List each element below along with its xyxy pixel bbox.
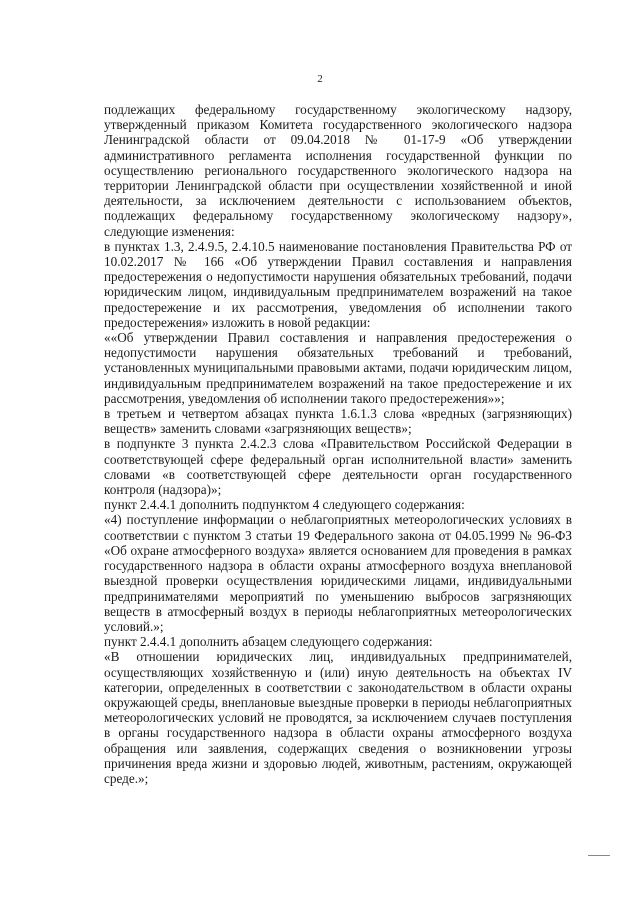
paragraph-2: в пунктах 1.3, 2.4.9.5, 2.4.10.5 наименование постановления Правительства РФ от 10.02.2017 № 166 «Об утверждении Правил составления и направления предостережения о недопустимости нарушения обязательных требований, подачи юридическим лицом, индивидуальным предпринимателем возражений на такое предостережение и их рассмотрения, уведомления об исполнении такого предостережения» изложить в новой редакции: [104,238,572,330]
paragraph-9: «В отношении юридических лиц, индивидуальных предпринимателей, осуществляющих хозяйственную и (или) иную деятельность на объектах IV категории, определенных в соответствии с законодательством в области охраны окружающей среды, внеплановые выездные проверки в периоды неблагоприятных метеорологических условий не проводятся, за исключением случаев поступления в органы государственного надзора в области охраны атмосферного воздуха обращения или заявления, содержащих сведения о возникновении угрозы причинения вреда жизни и здоровью людей, животным, растениям, окружающей среде.»; [104,649,572,786]
page-number: 2 [317,73,323,85]
paragraph-3: ««Об утверждении Правил составления и направления предостережения о недопустимости нарушения обязательных требований и требований, установленных муниципальными правовыми актами, подачи юридическим лицом, индивидуальным предпринимателем возражений на такое предостережение и их рассмотрения, уведомления об исполнении такого предостережения»»; [104,330,572,406]
paragraph-5: в подпункте 3 пункта 2.4.2.3 слова «Правительством Российской Федерации в соответствующей сфере федеральный орган исполнительной власти» заменить словами «в соответствующей сфере деятельности орган государственного контроля (надзора)»; [104,436,572,498]
footer-mark [588,855,610,856]
paragraph-1: подлежащих федеральному государственному экологическому надзору, утвержденный приказом Комитета государственного экологического надзора Ленинградской области от 09.04.2018 № 01-17-9 «Об утверждении административного регламента исполнения государственной функции по осуществлению регионального государственного экологического надзора на территории Ленинградской области при осуществлении хозяйственной и иной деятельности, за исключением деятельности с использованием объектов, подлежащих федеральному государственному экологическому надзору», следующие изменения: [104,102,572,239]
document-body [104,102,572,786]
paragraph-7: «4) поступление информации о неблагоприятных метеорологических условиях в соответствии с пунктом 3 статьи 19 Федерального закона от 04.05.1999 № 96-ФЗ «Об охране атмосферного воздуха» является основанием для проведения в рамках государственного надзора в области охраны атмосферного воздуха внеплановой выездной проверки осуществления юридическими лицами, индивидуальными предпринимателями мероприятий по уменьшению выбросов загрязняющих веществ в атмосферный воздух в периоды неблагоприятных метеорологических условий.»; [104,512,572,634]
paragraph-6: пункт 2.4.4.1 дополнить подпунктом 4 следующего содержания: [104,497,465,513]
paragraph-8: пункт 2.4.4.1 дополнить абзацем следующего содержания: [104,634,433,650]
paragraph-4: в третьем и четвертом абзацах пункта 1.6.1.3 слова «вредных (загрязняющих) веществ» заменить словами «загрязняющих веществ»; [104,406,572,437]
